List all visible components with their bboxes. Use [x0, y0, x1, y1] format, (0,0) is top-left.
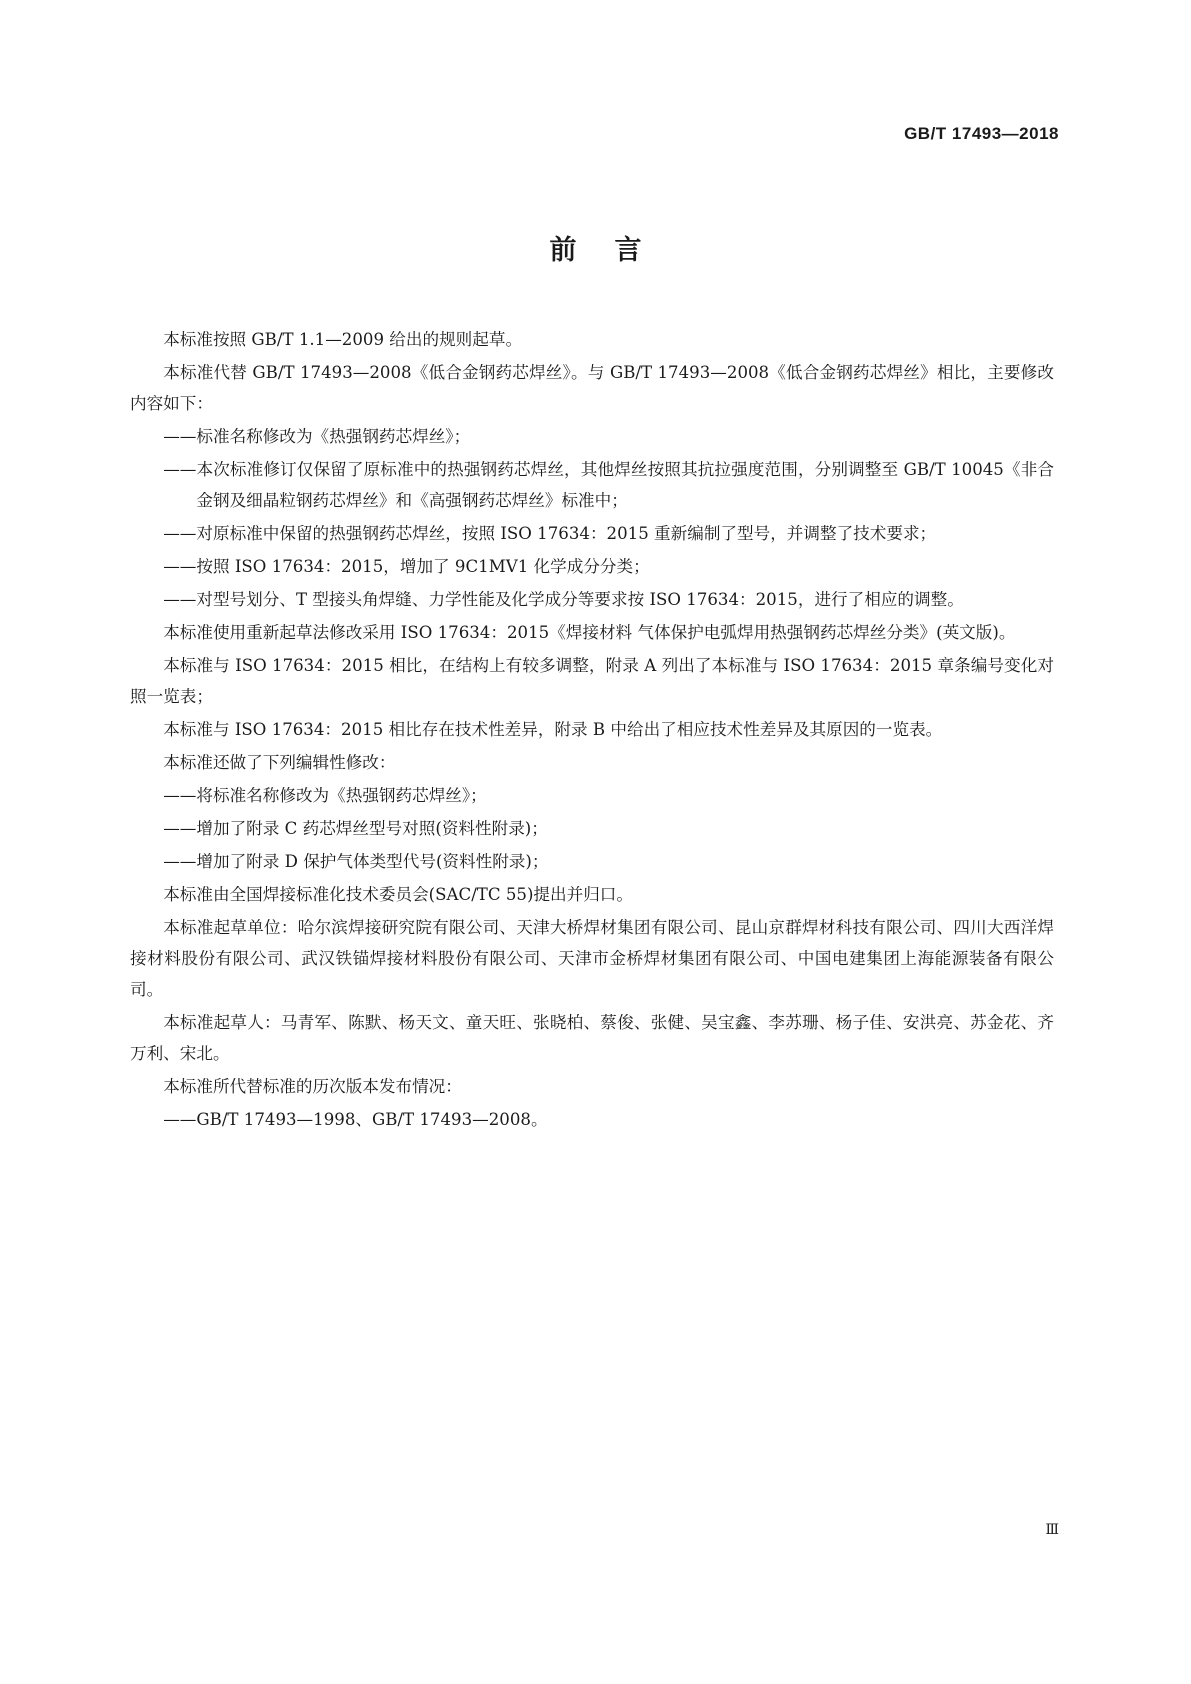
paragraph: 本标准所代替标准的历次版本发布情况： — [163, 1077, 462, 1096]
paragraph: 本标准由全国焊接标准化技术委员会(SAC/TC 55)提出并归口。 — [163, 885, 633, 904]
list-item: ——本次标准修订仅保留了原标准中的热强钢药芯焊丝，其他焊丝按照其抗拉强度范围，分别调整至 GB/T 10045《非合金钢及细晶粒钢药芯焊丝》和《高强钢药芯焊丝》标准中； — [163, 460, 1054, 510]
page-title: 前言 — [549, 235, 680, 266]
page-number: Ⅲ — [1045, 1522, 1059, 1538]
list-item: ——GB/T 17493—1998、GB/T 17493—2008。 — [163, 1110, 548, 1129]
paragraph: 本标准还做了下列编辑性修改： — [163, 753, 396, 772]
list-item: ——对原标准中保留的热强钢药芯焊丝，按照 ISO 17634：2015 重新编制了型号，并调整了技术要求； — [163, 524, 937, 543]
preface-body — [130, 324, 1054, 1137]
list-item: ——对型号划分、T 型接头角焊缝、力学性能及化学成分等要求按 ISO 17634：2015，进行了相应的调整。 — [163, 590, 964, 609]
paragraph: 本标准起草人：马青军、陈默、杨天文、童天旺、张晓柏、蔡俊、张健、吴宝鑫、李苏珊、杨子佳、安洪亮、苏金花、齐万利、宋北。 — [130, 1013, 1054, 1063]
paragraph: 本标准与 ISO 17634：2015 相比存在技术性差异，附录 B 中给出了相应技术性差异及其原因的一览表。 — [163, 720, 943, 739]
list-item: ——将标准名称修改为《热强钢药芯焊丝》； — [163, 786, 487, 805]
list-item: ——增加了附录 C 药芯焊丝型号对照(资料性附录)； — [163, 819, 548, 838]
paragraph: 本标准使用重新起草法修改采用 ISO 17634：2015《焊接材料 气体保护电弧焊用热强钢药芯焊丝分类》(英文版)。 — [163, 623, 1016, 642]
paragraph: 本标准起草单位：哈尔滨焊接研究院有限公司、天津大桥焊材集团有限公司、昆山京群焊材科技有限公司、四川大西洋焊接材料股份有限公司、武汉铁锚焊接材料股份有限公司、天津市金桥焊材集团有限公司、中国电建集团上海能源装备有限公司。 — [130, 918, 1054, 999]
list-item: ——按照 ISO 17634：2015，增加了 9C1MV1 化学成分分类； — [163, 557, 650, 576]
paragraph: 本标准与 ISO 17634：2015 相比，在结构上有较多调整，附录 A 列出了本标准与 ISO 17634：2015 章条编号变化对照一览表； — [130, 656, 1054, 706]
list-item: ——标准名称修改为《热强钢药芯焊丝》； — [163, 427, 471, 446]
paragraph: 本标准代替 GB/T 17493—2008《低合金钢药芯焊丝》。与 GB/T 17493—2008《低合金钢药芯焊丝》相比，主要修改内容如下： — [130, 363, 1054, 413]
standard-code: GB/T 17493—2018 — [904, 124, 1059, 143]
paragraph: 本标准按照 GB/T 1.1—2009 给出的规则起草。 — [163, 330, 523, 349]
list-item: ——增加了附录 D 保护气体类型代号(资料性附录)； — [163, 852, 549, 871]
